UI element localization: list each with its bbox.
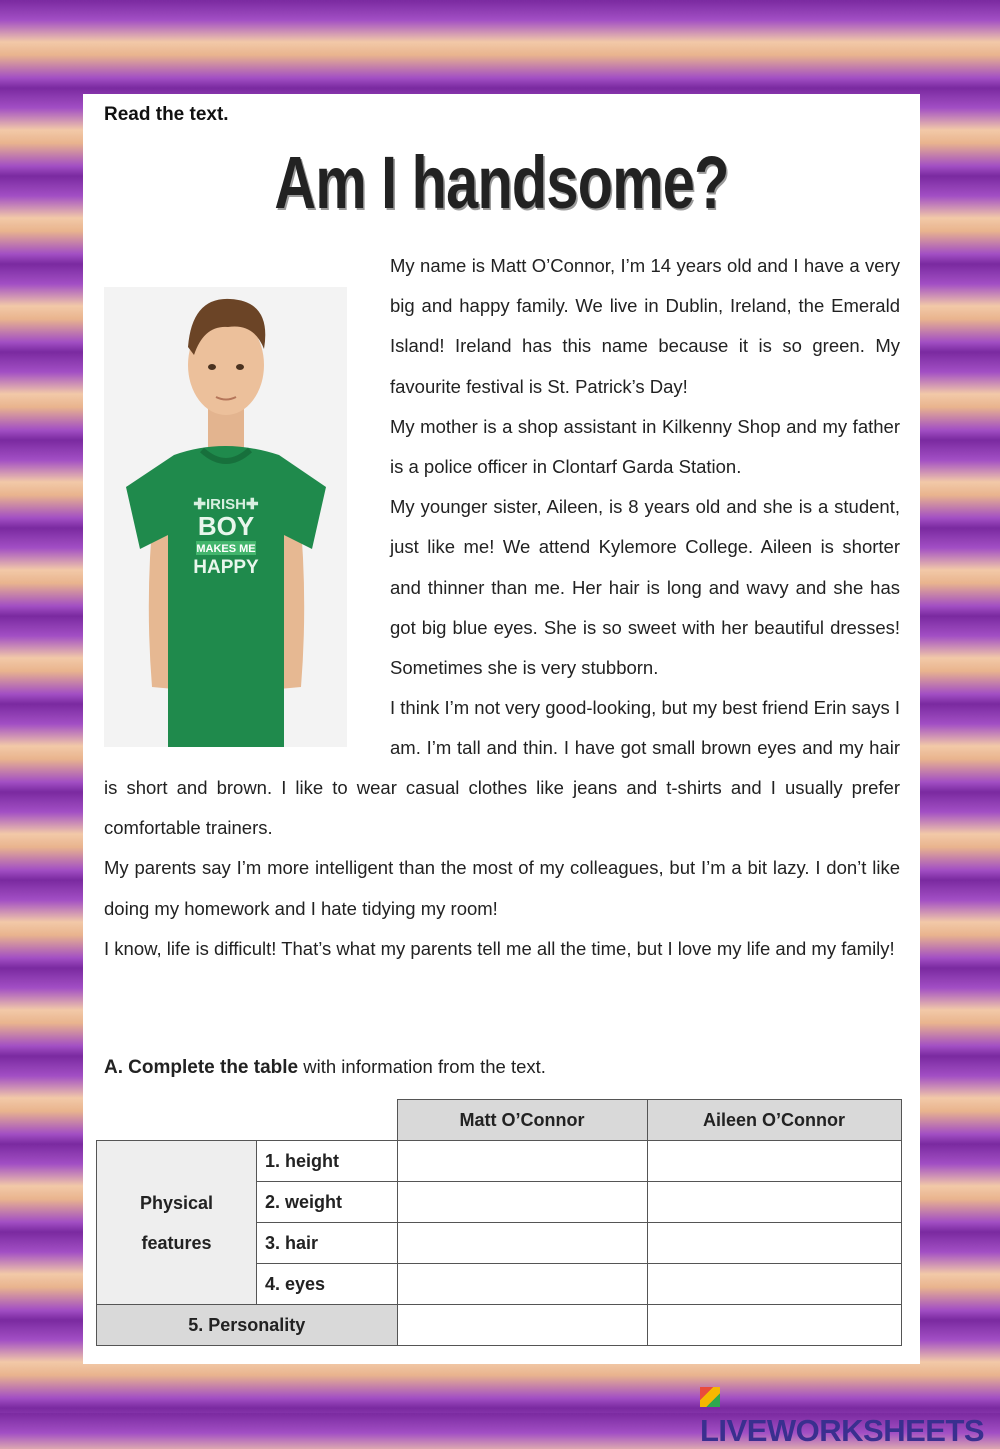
header-matt: Matt O’Connor [397, 1100, 647, 1141]
answer-aileen-hair[interactable] [647, 1223, 901, 1264]
story-paragraph: is short and brown. I like to wear casual clothes like jeans and t-shirts and I usually prefer comfortable trainers. [104, 777, 900, 839]
section-rest-text: with information from the text. [303, 1056, 546, 1077]
brand-text: LIVEWORKSHEETS [700, 1413, 985, 1448]
story-paragraph: I think I’m not very good-looking, but my best friend Erin says I am. I’m tall and thin. I have got small brown eyes and my hair [390, 697, 901, 759]
answer-matt-eyes[interactable] [397, 1264, 647, 1305]
boy-photo [104, 287, 347, 747]
row-label-weight: 2. weight [257, 1182, 398, 1223]
table-corner [257, 1100, 398, 1141]
instruction-text: Read the text. [104, 104, 229, 125]
shirt-text-makes-me: MAKES ME [196, 543, 256, 555]
story-paragraph: I know, life is difficult! That’s what my parents tell me all the time, but I love my life and my family! [104, 937, 895, 959]
shirt-text-irish: ✚IRISH✚ [193, 496, 259, 513]
group-label-line: features [141, 1232, 212, 1253]
section-bold-text: Complete the table [128, 1057, 299, 1078]
shirt-text-happy: HAPPY [193, 557, 259, 578]
worksheet-page [83, 94, 920, 1364]
page-title: Am I handsome? [274, 141, 729, 224]
row-label-height: 1. height [257, 1141, 398, 1182]
shirt-text-boy: BOY [197, 511, 255, 541]
info-table [96, 1099, 902, 1346]
story-paragraph: My name is Matt O’Connor, I’m 14 years old and I have a very big and happy family. We live in Dublin, Ireland, the Emerald Island! Ireland has this name because it is so green. My favourite festival is St. Patrick’s Day! [390, 255, 900, 397]
physical-features-label [97, 1141, 257, 1305]
brand-icon [700, 1387, 720, 1407]
answer-aileen-eyes[interactable] [647, 1264, 901, 1305]
table-corner [97, 1100, 257, 1141]
personality-label: 5. Personality [97, 1305, 398, 1346]
group-label-line: Physical [139, 1192, 214, 1213]
answer-matt-weight[interactable] [397, 1182, 647, 1223]
story-text-side [390, 246, 900, 769]
answer-aileen-personality[interactable] [647, 1305, 901, 1346]
boy-illustration [104, 287, 347, 747]
answer-aileen-weight[interactable] [647, 1182, 901, 1223]
answer-matt-personality[interactable] [397, 1305, 647, 1346]
answer-matt-hair[interactable] [397, 1223, 647, 1264]
answer-matt-height[interactable] [397, 1141, 647, 1182]
header-aileen: Aileen O’Connor [647, 1100, 901, 1141]
answer-aileen-height[interactable] [647, 1141, 901, 1182]
section-a-instruction [104, 1056, 546, 1079]
row-label-hair: 3. hair [257, 1223, 398, 1264]
story-paragraph: My younger sister, Aileen, is 8 years old and she is a student, just like me! We attend Kylemore College. Aileen is shorter and thinner than me. Her hair is long and wavy and she has got big blue eyes. She is so sweet with her beautiful dresses! Sometimes she is very stubborn. [390, 496, 900, 679]
section-letter: A. [104, 1057, 123, 1078]
liveworksheets-logo[interactable] [700, 1377, 1000, 1449]
row-label-eyes: 4. eyes [257, 1264, 398, 1305]
story-paragraph: My mother is a shop assistant in Kilkenny Shop and my father is a police officer in Clontarf Garda Station. [390, 415, 900, 478]
story-text-full [104, 768, 900, 969]
story-paragraph: My parents say I’m more intelligent than the most of my colleagues, but I’m a bit lazy. I don’t like doing my homework and I hate tidying my room! [104, 857, 900, 919]
